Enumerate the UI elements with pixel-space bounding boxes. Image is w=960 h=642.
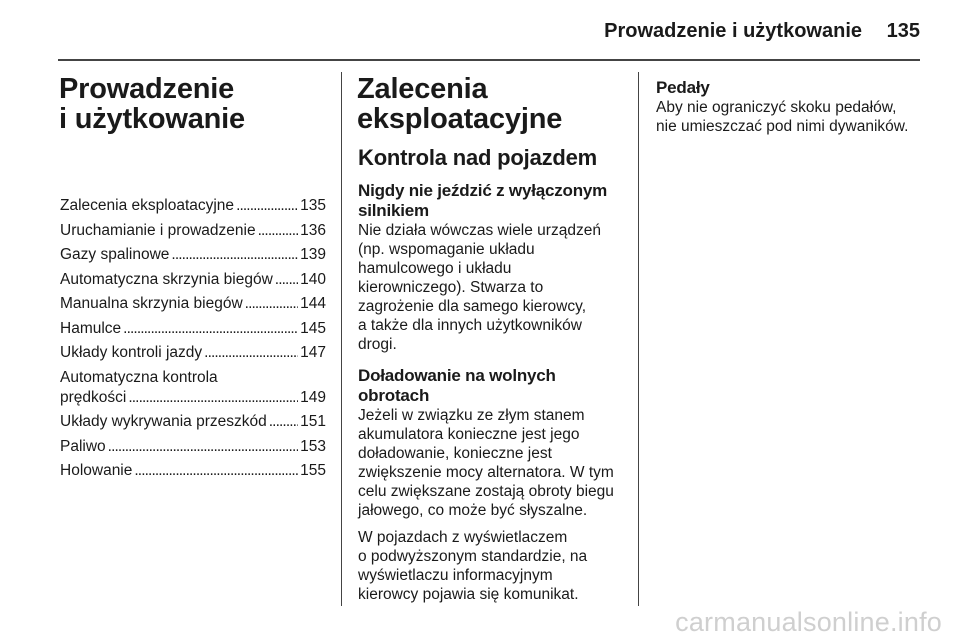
toc-label: Paliwo bbox=[60, 437, 106, 455]
toc-leader bbox=[123, 319, 298, 339]
header-rule bbox=[58, 59, 920, 61]
toc-page: 145 bbox=[300, 319, 326, 337]
toc-label: Hamulce bbox=[60, 319, 122, 337]
toc-leader bbox=[204, 343, 298, 363]
toc-page: 136 bbox=[300, 221, 326, 239]
toc-leader bbox=[128, 388, 298, 408]
toc-leader bbox=[108, 437, 298, 457]
subsection-title: Kontrola nad pojazdem bbox=[358, 145, 598, 170]
toc-page: 147 bbox=[300, 344, 326, 361]
toc-label: Uruchamianie i prowadzenie bbox=[60, 221, 256, 239]
toc-leader bbox=[171, 245, 298, 265]
toc-label-line1: Automatyczna kontrola bbox=[60, 368, 218, 386]
topic-heading: Nigdy nie jeździć z wyłączonym silnikiem bbox=[358, 181, 608, 220]
paragraph: W pojazdach z wyświetlaczem o podwyższonym standardzie, na wyświetlaczu informacyjnym kierowcy pojawia się komunikat. bbox=[358, 529, 588, 603]
toc-leader bbox=[275, 270, 298, 290]
toc-page: 153 bbox=[300, 437, 326, 455]
toc-leader bbox=[269, 412, 298, 432]
toc-label: Manualna skrzynia biegów bbox=[60, 295, 243, 312]
watermark: carmanualsonline.info bbox=[675, 607, 942, 637]
toc-label: Automatyczna skrzynia biegów bbox=[60, 270, 273, 288]
column-divider-2 bbox=[638, 72, 639, 606]
toc-label: prędkości bbox=[60, 388, 127, 406]
toc-page: 140 bbox=[300, 270, 326, 288]
toc-leader bbox=[236, 196, 298, 216]
toc-item[interactable] bbox=[60, 319, 326, 339]
toc-item[interactable] bbox=[60, 245, 326, 265]
toc-leader bbox=[245, 294, 298, 314]
toc-item[interactable] bbox=[60, 368, 326, 408]
header-page-number: 135 bbox=[886, 20, 920, 42]
toc-column bbox=[60, 74, 326, 486]
toc-page: 135 bbox=[300, 197, 326, 214]
toc-label: Układy kontroli jazdy bbox=[60, 344, 203, 361]
toc-item[interactable] bbox=[60, 294, 326, 314]
toc-item[interactable] bbox=[60, 412, 326, 432]
toc-page: 149 bbox=[300, 388, 326, 406]
toc-label: Gazy spalinowe bbox=[60, 246, 170, 263]
section-title: Zalecenia eksploatacyjne bbox=[357, 73, 563, 135]
topic-heading: Doładowanie na wolnych obrotach bbox=[358, 366, 556, 405]
toc-item[interactable] bbox=[60, 196, 326, 216]
toc-leader bbox=[134, 461, 298, 481]
toc-item[interactable] bbox=[60, 221, 326, 241]
toc-label: Układy wykrywania przeszkód bbox=[60, 413, 267, 430]
toc-label: Holowanie bbox=[60, 462, 133, 479]
toc-leader bbox=[258, 221, 299, 241]
header-title: Prowadzenie i użytkowanie bbox=[604, 20, 862, 42]
toc-page: 151 bbox=[300, 413, 326, 430]
content-column-2 bbox=[358, 74, 623, 604]
content-column-3 bbox=[656, 74, 926, 136]
column-divider-1 bbox=[341, 72, 342, 606]
paragraph: Aby nie ograniczyć skoku pedałów, nie umieszczać pod nimi dywaników. bbox=[656, 99, 909, 135]
toc-label: Zalecenia eksploatacyjne bbox=[60, 197, 235, 214]
paragraph: Jeżeli w związku ze złym stanem akumulatora konieczne jest jego doładowanie, konieczne jest zwiększenie mocy alternatora. W tym celu zwiększane zostają obroty biegu jałowego, co może być słyszalne. bbox=[358, 407, 614, 519]
toc-item[interactable] bbox=[60, 270, 326, 290]
toc-page: 139 bbox=[300, 246, 326, 263]
toc-item[interactable] bbox=[60, 343, 326, 363]
paragraph: Nie działa wówczas wiele urządzeń (np. wspomaganie układu hamulcowego i układu kierowniczego). Stwarza to zagrożenie dla samego kierowcy, a także dla innych użytkowników drogi. bbox=[358, 222, 601, 353]
toc-page: 144 bbox=[300, 295, 326, 312]
toc-page: 155 bbox=[300, 462, 326, 479]
topic-heading: Pedały bbox=[656, 78, 710, 97]
toc-item[interactable] bbox=[60, 461, 326, 481]
table-of-contents bbox=[60, 196, 326, 481]
page-header bbox=[58, 18, 920, 44]
toc-item[interactable] bbox=[60, 437, 326, 457]
chapter-title: Prowadzenie i użytkowanie bbox=[59, 73, 245, 135]
